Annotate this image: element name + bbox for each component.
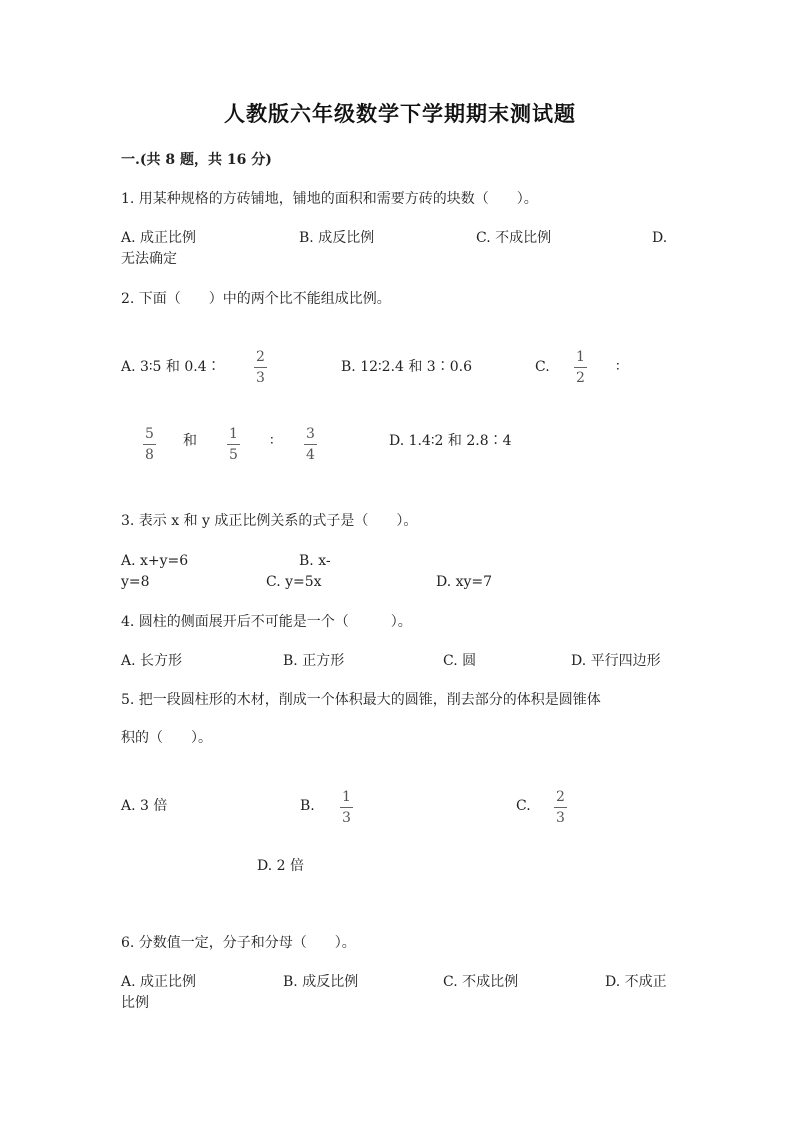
question-3-option-b[interactable]: B. x-: [299, 553, 331, 569]
fraction-bar: [304, 444, 317, 445]
question-3-option-c[interactable]: C. y=5x: [266, 574, 322, 590]
fraction-bar: [227, 444, 240, 445]
question-1-option-b[interactable]: B. 成反比例: [299, 230, 375, 246]
question-2-option-c[interactable]: C.: [535, 359, 550, 375]
fraction-denominator: 8: [145, 447, 154, 463]
question-1-option-d-text: 无法确定: [121, 251, 177, 267]
question-6-option-a[interactable]: A. 成正比例: [121, 974, 197, 990]
question-2-and-word: 和: [183, 433, 197, 449]
question-2-option-d[interactable]: D. 1.4∶2 和 2.8∶4: [389, 433, 512, 449]
fraction-bar: [574, 367, 587, 368]
question-5-option-a[interactable]: A. 3 倍: [121, 798, 168, 814]
question-3-option-a[interactable]: A. x+y=6: [121, 553, 189, 569]
fraction-numerator: 1: [229, 426, 238, 442]
fraction-denominator: 5: [229, 447, 238, 463]
question-5-option-b[interactable]: B.: [300, 798, 315, 814]
question-1-option-a[interactable]: A. 成正比例: [121, 230, 197, 246]
question-4-stem: 4. 圆柱的侧面展开后不可能是一个（ ）。: [121, 614, 412, 630]
fraction-denominator: 3: [256, 370, 265, 386]
question-6-option-c[interactable]: C. 不成比例: [443, 974, 519, 990]
fraction-numerator: 1: [342, 789, 351, 805]
fraction-denominator: 2: [576, 370, 585, 386]
fraction-numerator: 2: [556, 789, 565, 805]
question-6-option-b[interactable]: B. 成反比例: [283, 974, 359, 990]
question-4-option-b[interactable]: B. 正方形: [283, 653, 345, 669]
fraction-bar: [340, 807, 353, 808]
question-4-option-d[interactable]: D. 平行四边形: [571, 653, 661, 669]
question-2-option-b[interactable]: B. 12∶2.4 和 3∶0.6: [341, 359, 472, 375]
question-4-option-c[interactable]: C. 圆: [443, 653, 477, 669]
question-3-stem: 3. 表示 x 和 y 成正比例关系的式子是（ ）。: [121, 513, 418, 529]
question-3-option-b-text: y=8: [121, 574, 150, 590]
fraction-denominator: 3: [556, 810, 565, 826]
section-heading: 一.(共 8 题，共 16 分): [121, 152, 272, 168]
question-2-option-a-fraction: [254, 349, 267, 386]
question-6-stem: 6. 分数值一定，分子和分母（ ）。: [121, 935, 356, 951]
question-5-option-b-fraction: [340, 789, 353, 826]
question-6-option-d[interactable]: D. 不成正: [605, 974, 667, 990]
question-5-option-d[interactable]: D. 2 倍: [257, 858, 304, 874]
fraction-bar: [254, 367, 267, 368]
question-1-stem: 1. 用某种规格的方砖铺地，铺地的面积和需要方砖的块数（ ）。: [121, 191, 538, 207]
question-3-option-d[interactable]: D. xy=7: [436, 574, 493, 590]
fraction-denominator: 3: [342, 810, 351, 826]
question-2-option-c-fraction-2: [143, 426, 156, 463]
question-2-option-c-fraction-1: [574, 349, 587, 386]
question-1-option-d[interactable]: D.: [652, 230, 668, 246]
question-5-option-c[interactable]: C.: [516, 798, 531, 814]
question-4-option-a[interactable]: A. 长方形: [121, 653, 183, 669]
fraction-bar: [143, 444, 156, 445]
fraction-numerator: 3: [306, 426, 315, 442]
question-2-option-c-fraction-3: [227, 426, 240, 463]
question-2-ratio-colon-2: ∶: [270, 433, 274, 449]
fraction-denominator: 4: [306, 447, 315, 463]
fraction-bar: [554, 807, 567, 808]
question-1-option-c[interactable]: C. 不成比例: [476, 230, 552, 246]
question-5-stem-continued: 积的（ ）。: [121, 730, 212, 746]
question-2-option-a[interactable]: A. 3∶5 和 0.4∶: [121, 359, 221, 375]
fraction-numerator: 5: [145, 426, 154, 442]
question-5-option-c-fraction: [554, 789, 567, 826]
fraction-numerator: 1: [576, 349, 585, 365]
question-2-stem: 2. 下面（ ）中的两个比不能组成比例。: [121, 291, 391, 307]
question-2-ratio-colon: ∶: [616, 359, 620, 375]
question-6-option-d-text: 比例: [121, 995, 149, 1011]
question-2-option-c-fraction-4: [304, 426, 317, 463]
fraction-numerator: 2: [256, 349, 265, 365]
question-5-stem: 5. 把一段圆柱形的木材，削成一个体积最大的圆锥，削去部分的体积是圆锥体: [121, 692, 601, 708]
page-title: 人教版六年级数学下学期期末测试题: [224, 101, 576, 126]
